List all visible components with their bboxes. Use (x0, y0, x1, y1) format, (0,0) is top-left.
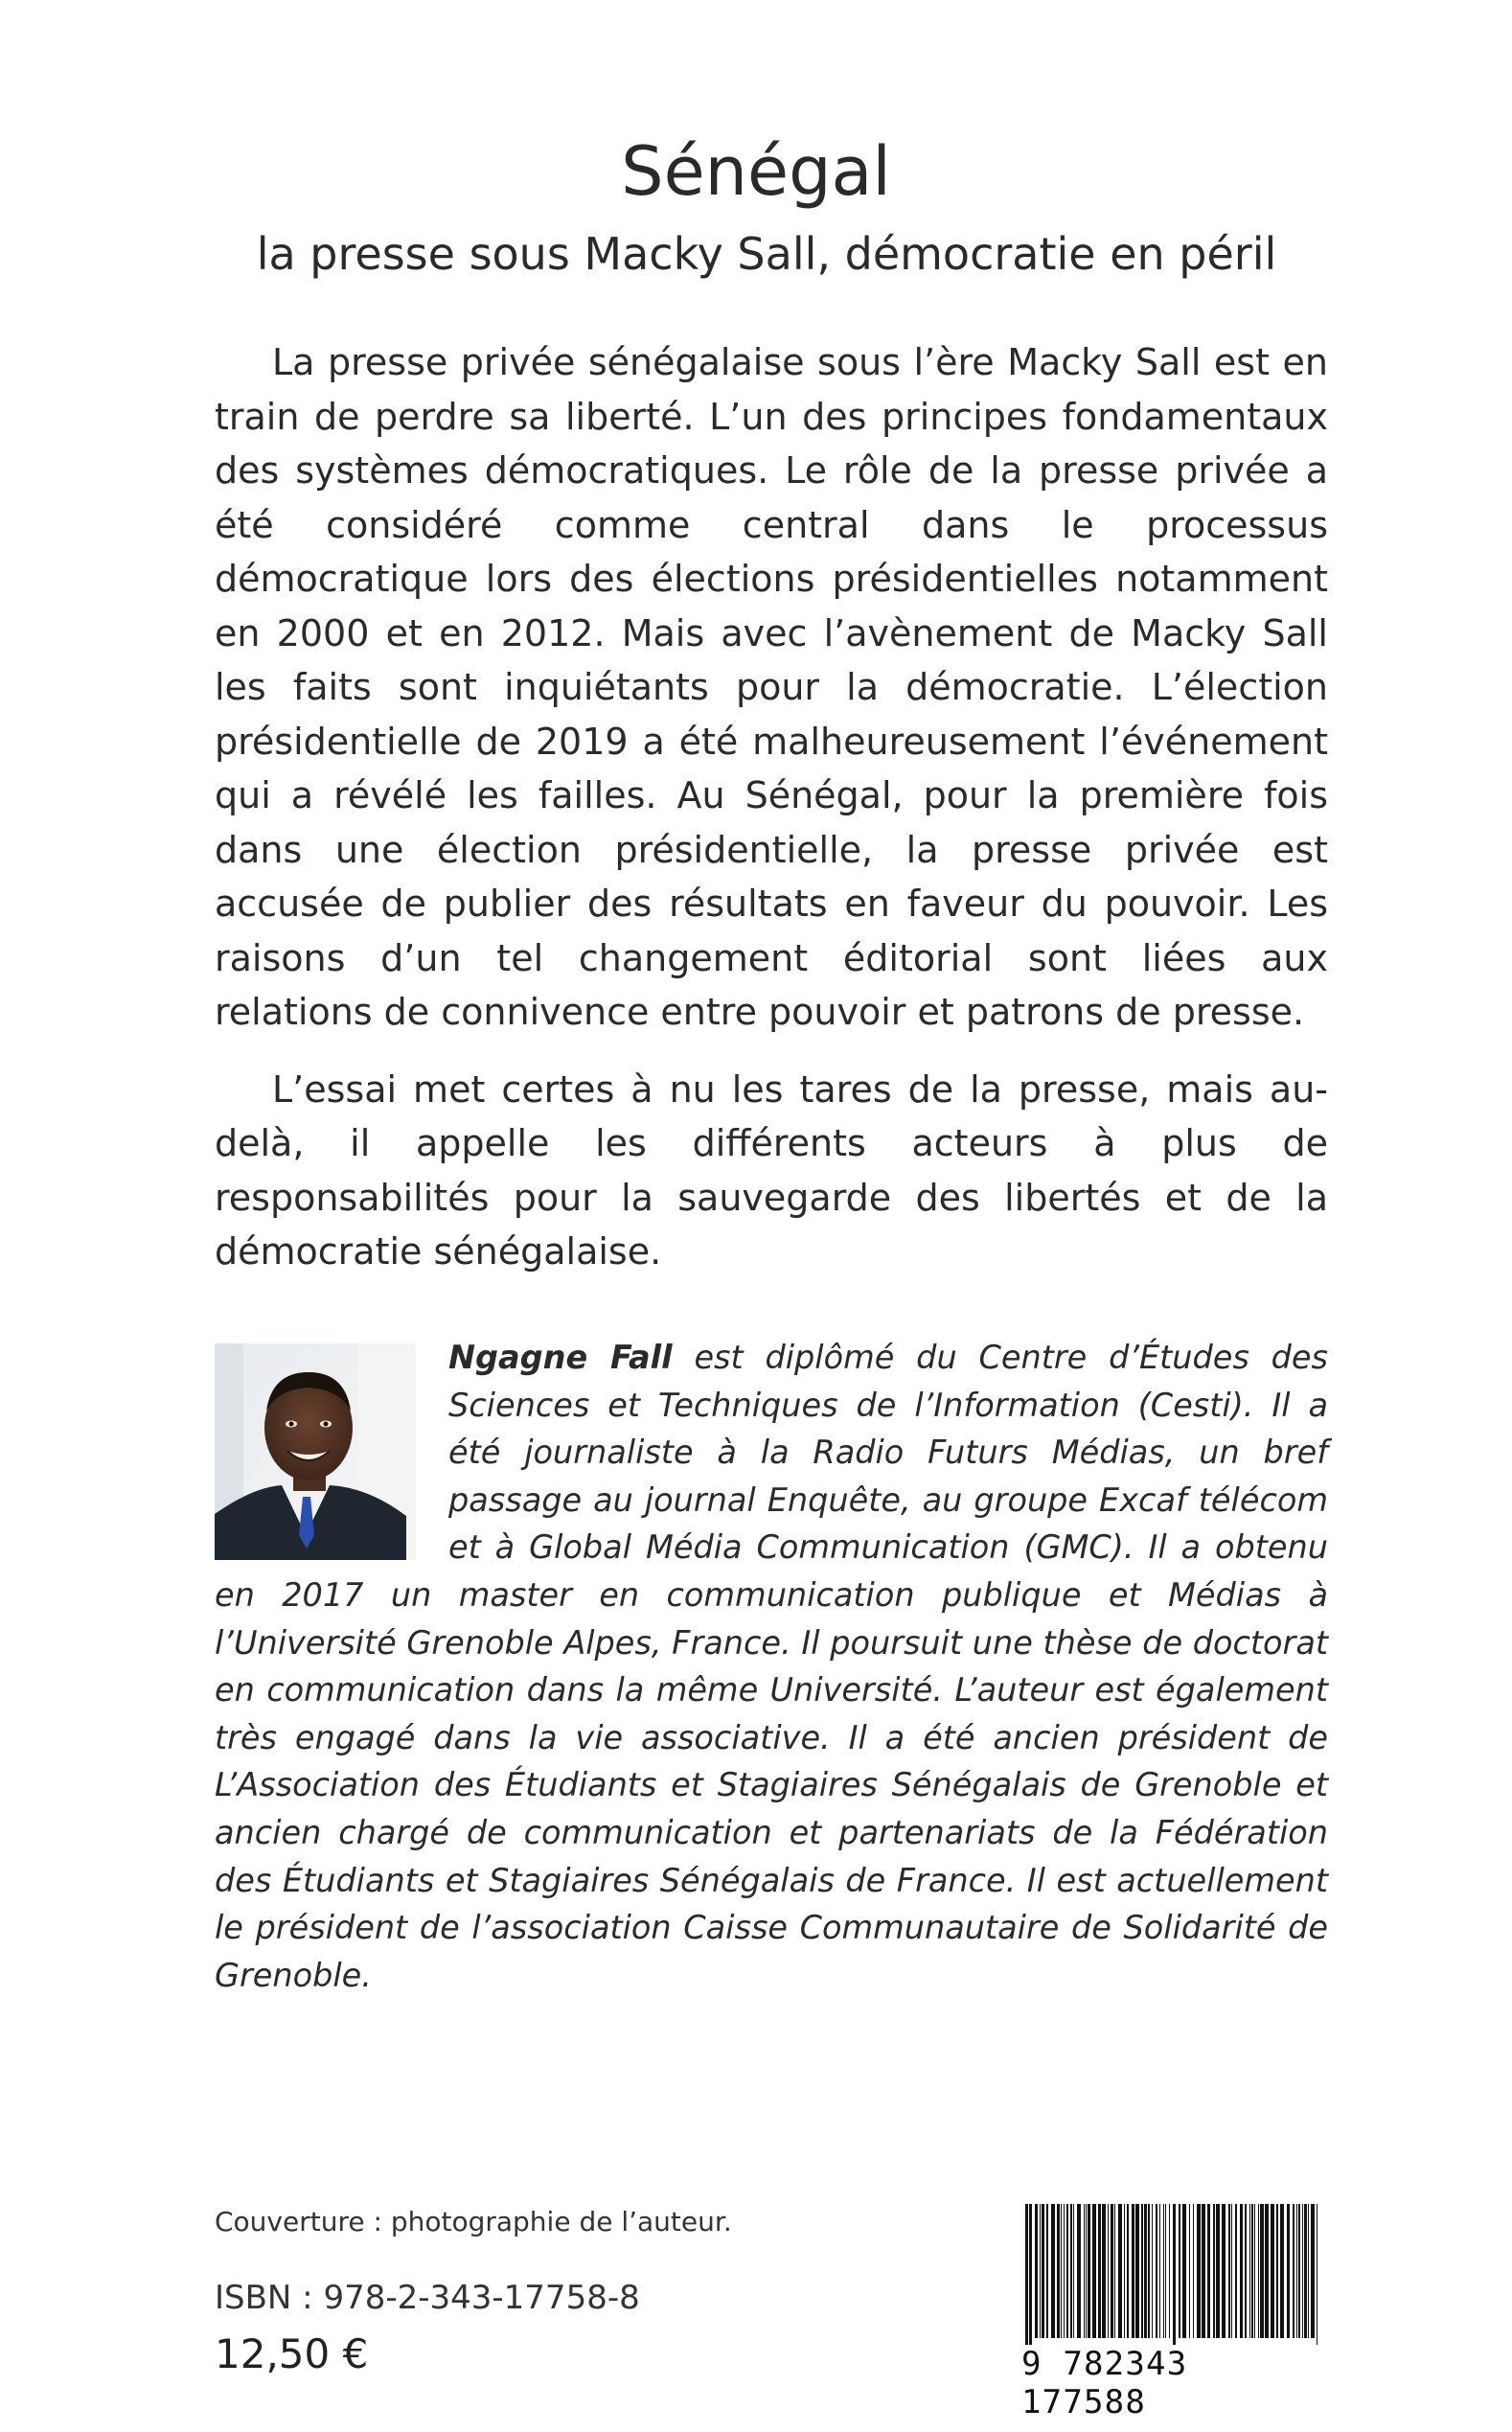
barcode-bar (1118, 2204, 1122, 2338)
barcode-bar (1202, 2204, 1205, 2338)
barcode-bar (1249, 2204, 1250, 2338)
barcode-bar (1213, 2204, 1215, 2338)
barcode-bar (1114, 2204, 1115, 2338)
barcode-bar (1197, 2204, 1201, 2338)
barcode-bar (1141, 2204, 1143, 2338)
author-bio (215, 1334, 1328, 1999)
barcode-bar (1040, 2204, 1041, 2338)
barcode-bar (1057, 2204, 1060, 2338)
barcode-bar (1311, 2204, 1315, 2338)
barcode-bar (1102, 2204, 1106, 2338)
barcode-bar (1235, 2204, 1237, 2338)
barcode-bar (1231, 2204, 1232, 2338)
book-subtitle: la presse sous Macky Sall, démocratie en péril (256, 228, 1277, 280)
barcode-bar (1280, 2204, 1284, 2338)
barcode-bar (1084, 2204, 1085, 2338)
barcode-bar (1293, 2204, 1294, 2338)
isbn: ISBN : 978-2-343-17758-8 (215, 2279, 640, 2317)
barcode-bar (1260, 2204, 1264, 2338)
barcode-bar (1173, 2204, 1176, 2348)
barcode-bar (1077, 2204, 1081, 2338)
barcode-bar (1159, 2204, 1160, 2338)
barcode-bar (1064, 2204, 1065, 2338)
barcode-bar (1182, 2204, 1186, 2338)
barcode-bar (1108, 2204, 1109, 2338)
barcode-bar (1169, 2204, 1170, 2338)
barcode-bar (1061, 2204, 1062, 2338)
barcode-bar (1265, 2204, 1269, 2338)
barcode-bar (1029, 2204, 1032, 2348)
barcode-bar (1148, 2204, 1150, 2338)
barcode-bar (1051, 2204, 1055, 2338)
barcode-bar (1046, 2204, 1048, 2338)
barcode-bar (1124, 2204, 1125, 2338)
barcode-bar (1070, 2204, 1072, 2338)
barcode-bar (1088, 2204, 1090, 2338)
barcode-bar (1066, 2204, 1068, 2338)
barcode-bar (1179, 2204, 1180, 2338)
barcode-bar (1152, 2204, 1153, 2338)
barcode-bar (1287, 2204, 1290, 2338)
author-bio-text: est diplômé du Centre d’Études des Sciences et Techniques de l’Information (Cesti). Il a été journaliste à la Radio Futurs Médias, un bref passage au journal Enquête, au groupe Excaf télécom et à Global Média Communication (GMC). Il a obtenu en 2017 un master en communication publique et Médias à l’Université Grenoble Alpes, France. Il poursuit une thèse de doctorat en communication dans la même Université. L’auteur est également très engagé dans la vie associative. Il a été ancien président de L’Association des Étudiants et Stagiaires Sénégalais de Grenoble et ancien chargé de communication et partenariats de la Fédération des Étudiants et Stagiaires Sénégalais de France. Il est actuellement le président de l’association Caisse Communautaire de Solidarité de Grenoble. (215, 1339, 1328, 1994)
barcode-bar (1073, 2204, 1074, 2338)
barcode-bar (1189, 2204, 1190, 2338)
book-blurb (215, 335, 1328, 1302)
barcode-bar (1086, 2204, 1087, 2338)
blurb-paragraph: La presse privée sénégalaise sous l’ère Macky Sall est en train de perdre sa liberté. L’un des principes fondamentaux des systèmes démocratiques. Le rôle de la presse privée a été considéré comme central dans le processus démocratique lors des élections présidentielles notamment en 2000 et en 2012. Mais avec l’avènement de Macky Sall les faits sont inquiétants pour la démocratie. L’élection présidentielle de 2019 a été malheureusement l’événement qui a révélé les failles. Au Sénégal, pour la première fois dans une élection présidentielle, la presse privée est accusée de publier des résultats en faveur du pouvoir. Les raisons d’un tel changement éditorial sont liées aux relations de connivence entre pouvoir et patrons de presse. (215, 341, 1328, 1033)
barcode-number: 9 782343 177588 (1021, 2345, 1326, 2421)
barcode-bar (1245, 2204, 1247, 2338)
barcode-bar (1298, 2204, 1300, 2338)
barcode-bar (1193, 2204, 1194, 2338)
barcode-bar (1222, 2204, 1226, 2338)
barcode-bar (1042, 2204, 1044, 2338)
barcode-bar (1132, 2204, 1134, 2338)
barcode-bar (1135, 2204, 1139, 2338)
cover-photo-credit: Couverture : photographie de l’auteur. (215, 2206, 732, 2237)
barcode-bar (1144, 2204, 1147, 2338)
barcode-bar (1304, 2204, 1307, 2338)
barcode-bar (1228, 2204, 1230, 2338)
barcode-bar (1025, 2204, 1028, 2348)
barcode-bar (1276, 2204, 1278, 2338)
barcode-bar (1258, 2204, 1259, 2338)
barcode-bar (1111, 2204, 1113, 2338)
barcode-bar (1271, 2204, 1274, 2338)
barcode-bar (1254, 2204, 1255, 2338)
barcode-bar (1302, 2204, 1303, 2338)
barcode-bar (1296, 2204, 1297, 2338)
barcode-bar (1216, 2204, 1220, 2338)
blurb-paragraph: L’essai met certes à nu les tares de la presse, mais au-delà, il appelle les différents acteurs à plus de responsabilités pour la sauvegarde des libertés et de la démocratie sénégalaise. (215, 1067, 1328, 1273)
price: 12,50 € (215, 2330, 369, 2377)
barcode-bar (1165, 2204, 1166, 2338)
book-title: Sénégal (621, 132, 891, 211)
barcode-bar (1207, 2204, 1210, 2338)
barcode-bar (1098, 2204, 1101, 2338)
barcode-bar (1251, 2204, 1253, 2338)
barcode-bar (1127, 2204, 1129, 2338)
barcode-bar (1240, 2204, 1243, 2338)
barcode-bar (1092, 2204, 1096, 2338)
barcode-bar (1035, 2204, 1038, 2338)
barcode-bar (1156, 2204, 1157, 2338)
barcode-bar (1308, 2204, 1309, 2338)
barcode-bar (1163, 2204, 1164, 2338)
author-name: Ngagne Fall (448, 1339, 673, 1376)
